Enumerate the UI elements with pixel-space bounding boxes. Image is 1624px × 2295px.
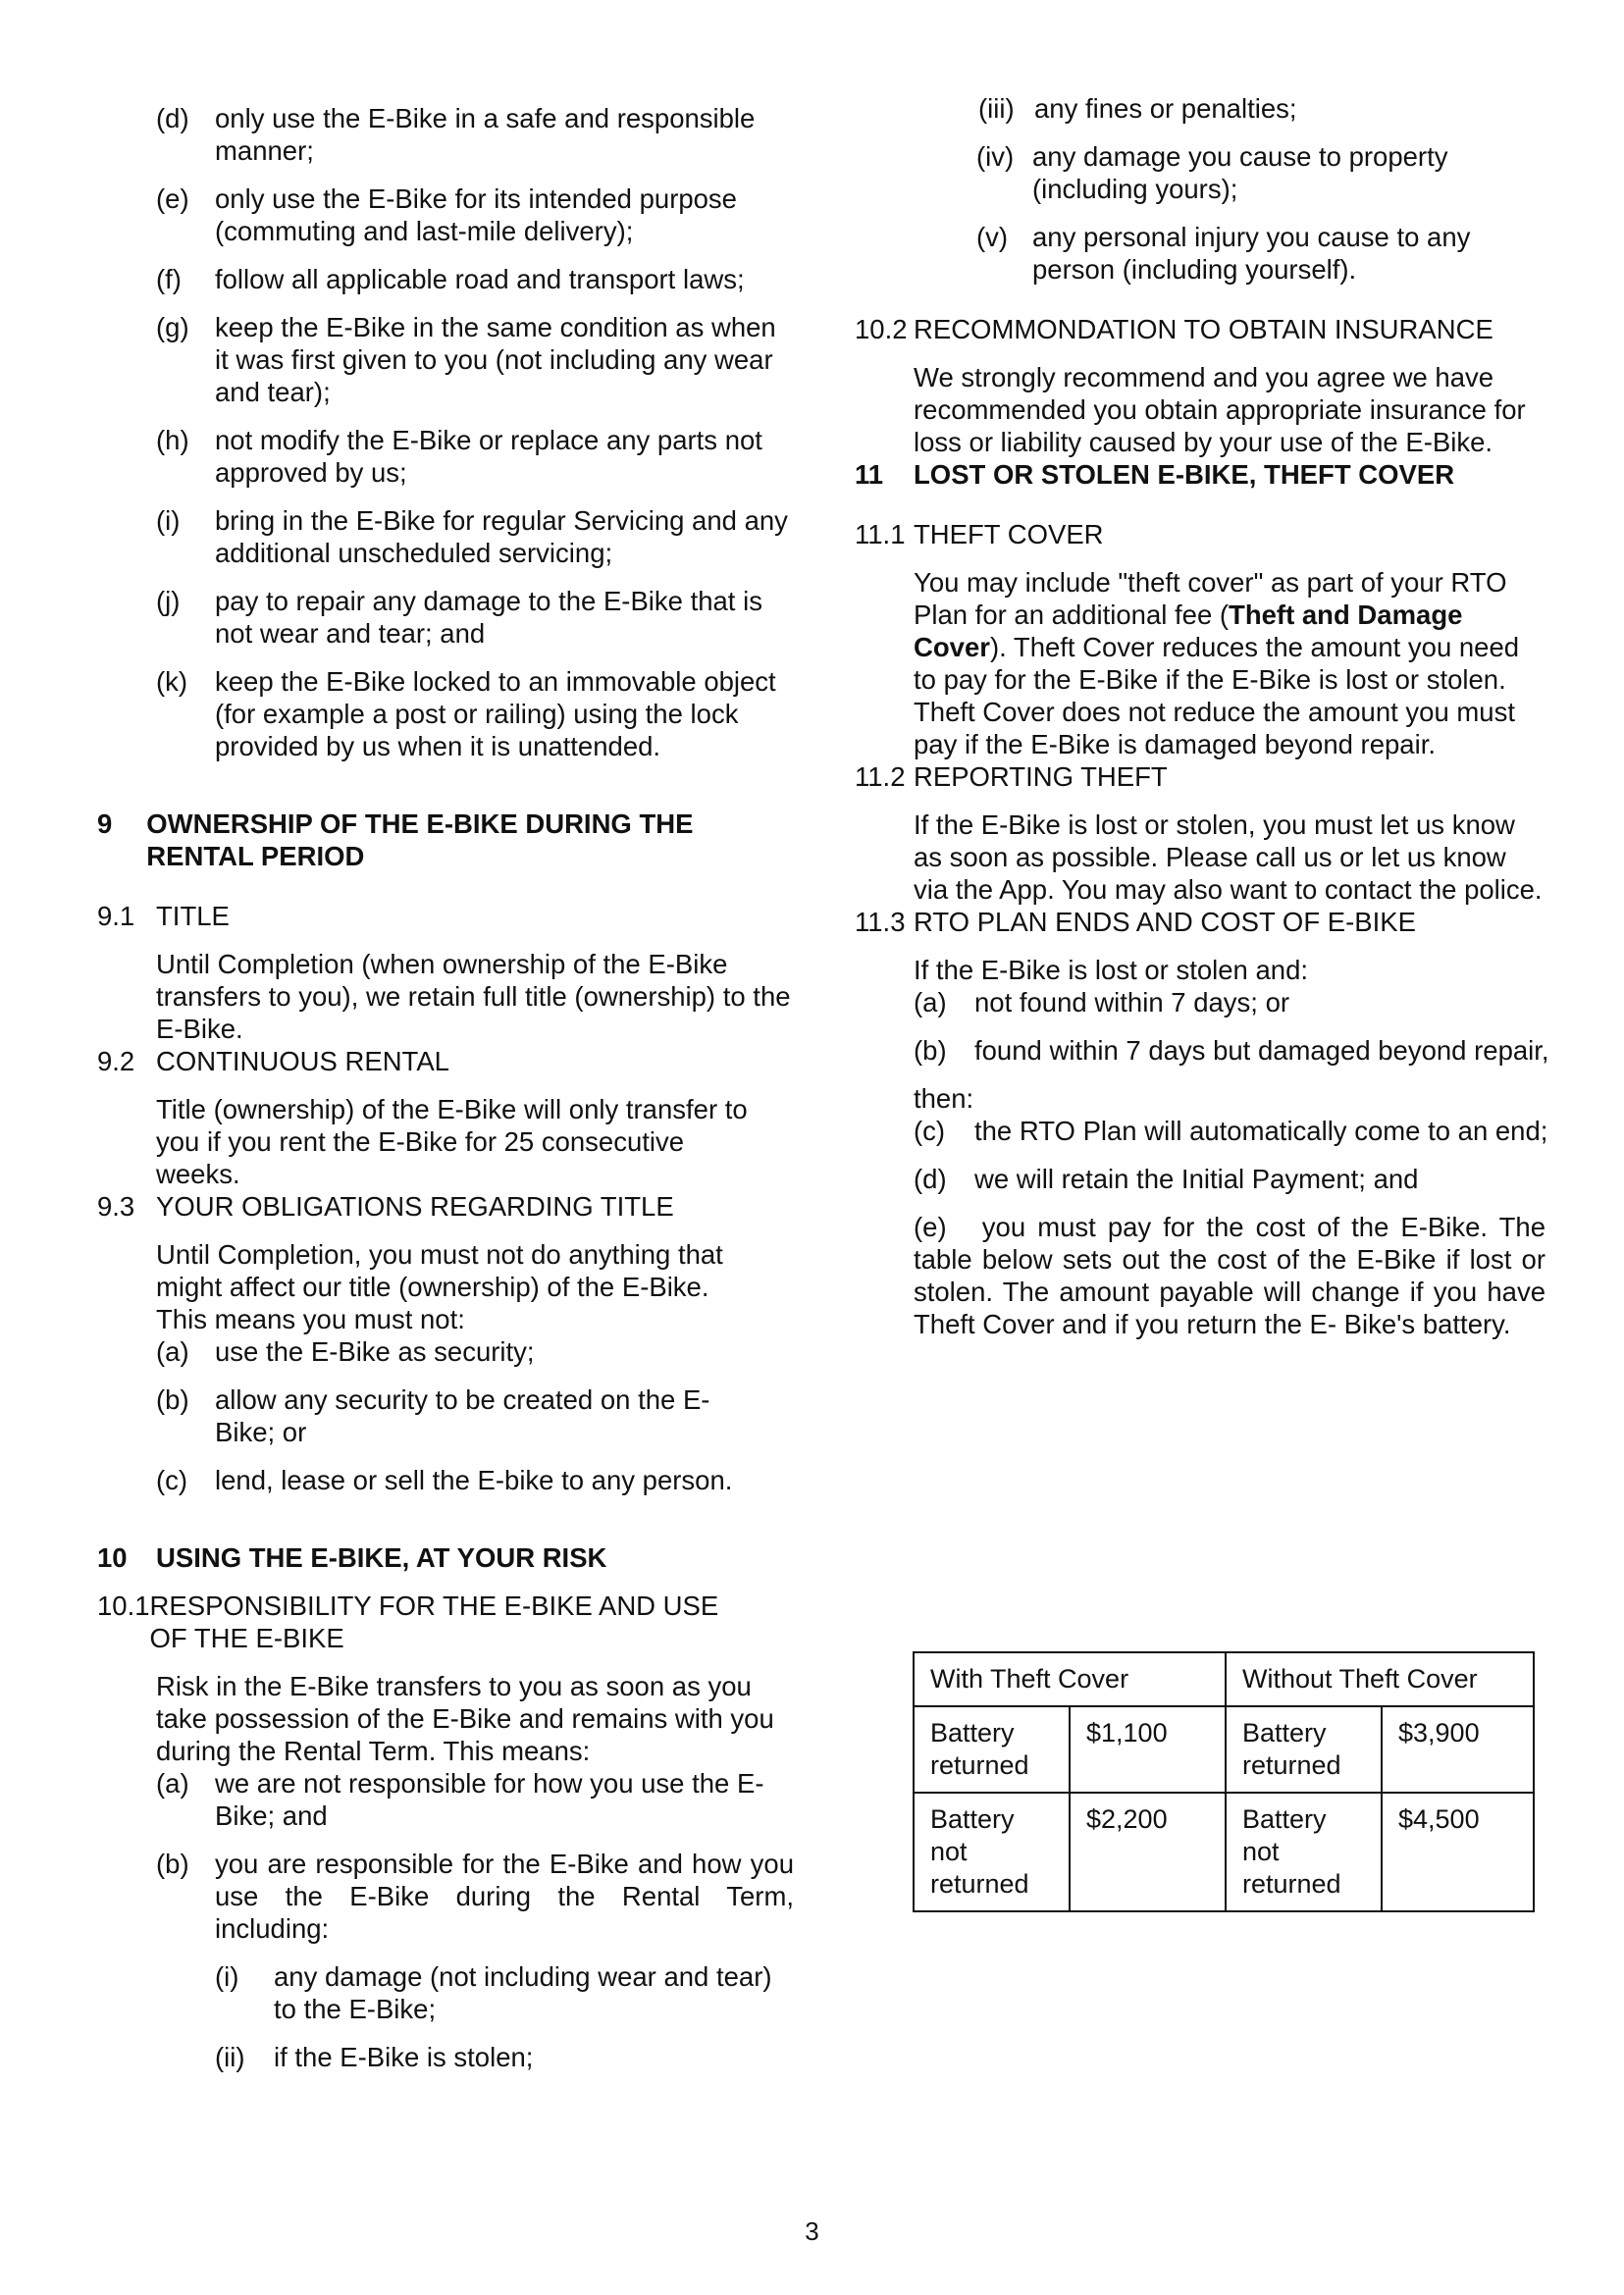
subsection-heading-11-1: 11.1 THEFT COVER — [855, 519, 1104, 549]
list-item: (b) allow any security to be created on the E-Bike; or — [156, 1384, 710, 1447]
list-11-3-c — [855, 1115, 1548, 1195]
subsection-heading-10-2: 10.2 RECOMMONDATION TO OBTAIN INSURANCE — [855, 314, 1493, 344]
table-row — [914, 1793, 1534, 1911]
table-cell: $4,500 — [1382, 1793, 1534, 1911]
cost-table — [913, 1651, 1535, 1912]
table-cell: Battery returned — [914, 1706, 1070, 1793]
subsection-heading-9-1: 9.1 TITLE — [97, 901, 230, 931]
list-item: (j) pay to repair any damage to the E-Bike that is not wear and tear; and — [156, 586, 762, 649]
table-row — [914, 1706, 1534, 1793]
list-item: (ii) if the E-Bike is stolen; — [215, 2042, 534, 2072]
section-heading-10: 10 USING THE E-BIKE, AT YOUR RISK — [97, 1542, 607, 1573]
right-column — [855, 92, 1549, 1340]
list-item: (c) lend, lease or sell the E-bike to any person. — [156, 1465, 733, 1495]
list-item: (iii) any fines or penalties; — [978, 93, 1297, 124]
paragraph-10-1: Risk in the E-Bike transfers to you as soon as you take possession of the E-Bike and remains with you during the Rental Term. This means: — [156, 1671, 774, 1766]
paragraph-11-3-e: (e) you must pay for the cost of the E-Bike. The table below sets out the cost of the E-Bike if lost or stolen. The amount payable will change if you have Theft Cover and if you return the E- Bike's battery. — [914, 1212, 1546, 1339]
left-column — [97, 102, 794, 2073]
paragraph-11-2: If the E-Bike is lost or stolen, you must let us know as soon as possible. Please call us or let us know via the App. You may also want to contact the police. — [914, 809, 1543, 905]
table-cell: $2,200 — [1070, 1793, 1226, 1911]
subsection-heading-10-1: 10.1 RESPONSIBILITY FOR THE E-BIKE AND USE OF THE E-BIKE — [97, 1591, 719, 1653]
list-item: (iv) any damage you cause to property (including yours); — [976, 141, 1448, 204]
list-item: (d) we will retain the Initial Payment; and — [914, 1164, 1419, 1194]
roman-list — [156, 1960, 794, 2073]
page-number: 3 — [805, 2217, 819, 2246]
paragraph-11-1: You may include "theft cover" as part of your RTO Plan for an additional fee (Theft and Damage Cover). Theft Cover reduces the amount you need to pay for the E-Bike if the E-Bike is lost or stolen. Theft Cover does not reduce the amount you must pay if the E-Bike is damaged beyond repair. — [914, 567, 1520, 759]
list-item: (a) not found within 7 days; or — [914, 987, 1290, 1017]
paragraph-9-3: Until Completion, you must not do anything that might affect our title (ownership) of the E-Bike. This means you must not: — [156, 1239, 723, 1334]
roman-list-continued — [855, 92, 1545, 125]
list-item: (e) only use the E-Bike for its intended purpose (commuting and last-mile delivery); — [156, 183, 737, 246]
list-item: (b) you are responsible for the E-Bike and how you use the E-Bike during the Rental Term, including: — [156, 1849, 794, 1944]
table-cell: Battery not returned — [914, 1793, 1070, 1911]
subsection-heading-9-2: 9.2 CONTINUOUS RENTAL — [97, 1046, 449, 1076]
section-heading-11: 11 LOST OR STOLEN E-BIKE, THEFT COVER — [855, 459, 1455, 490]
defined-term: Theft and Damage Cover — [914, 600, 1463, 662]
list-item: (a) use the E-Bike as security; — [156, 1336, 535, 1367]
subsection-heading-9-3: 9.3 YOUR OBLIGATIONS REGARDING TITLE — [97, 1191, 674, 1222]
list-11-3-a — [855, 986, 1549, 1067]
table-cell: Battery returned — [1226, 1706, 1382, 1793]
list-item: (v) any personal injury you cause to any person (including yourself). — [976, 222, 1471, 285]
table-cell: $1,100 — [1070, 1706, 1226, 1793]
paragraph-10-2: We strongly recommend and you agree we have recommended you obtain appropriate insurance for loss or liability caused by your use of the E-Bike. — [914, 362, 1526, 457]
list-item: (c) the RTO Plan will automatically come to an end; — [914, 1116, 1548, 1146]
list-item: (h) not modify the E-Bike or replace any parts not approved by us; — [156, 425, 762, 488]
subsection-heading-11-2: 11.2 REPORTING THEFT — [855, 761, 1168, 792]
paragraph-then: then: — [914, 1083, 974, 1114]
list-item: (g) keep the E-Bike in the same condition as when it was first given to you (not including any wear and tear); — [156, 312, 776, 407]
table-header-row — [914, 1652, 1534, 1706]
table-cell: $3,900 — [1382, 1706, 1534, 1793]
list-item: (a) we are not responsible for how you use the E-Bike; and — [156, 1768, 764, 1831]
paragraph-11-3-intro: If the E-Bike is lost or stolen and: — [914, 955, 1308, 985]
list-item: (d) only use the E-Bike in a safe and responsible manner; — [156, 103, 756, 166]
list-item: (i) bring in the E-Bike for regular Servicing and any additional unscheduled servicing; — [156, 505, 788, 568]
section-heading-9: 9 OWNERSHIP OF THE E-BIKE DURING THE RENTAL PERIOD — [97, 808, 694, 871]
list-d-to-k — [97, 102, 794, 762]
list-item: (k) keep the E-Bike locked to an immovable object (for example a post or railing) using the lock provided by us when it is unattended. — [156, 666, 776, 761]
list-item: (f) follow all applicable road and transport laws; — [156, 264, 745, 294]
list-item: (i) any damage (not including wear and tear) to the E-Bike; — [215, 1961, 772, 2024]
table-header: With Theft Cover — [914, 1652, 1226, 1706]
list-10-1 — [97, 1767, 794, 2073]
list-item: (b) found within 7 days but damaged beyond repair, — [914, 1035, 1549, 1066]
paragraph-9-2: Title (ownership) of the E-Bike will only transfer to you if you rent the E-Bike for 25 consecutive weeks. — [156, 1094, 748, 1189]
table-header: Without Theft Cover — [1226, 1652, 1534, 1706]
paragraph-9-1: Until Completion (when ownership of the E-Bike transfers to you), we retain full title (ownership) to the E-Bike. — [156, 949, 791, 1044]
roman-list-continued-2 — [855, 140, 1545, 286]
list-9-3 — [97, 1335, 794, 1496]
subsection-heading-11-3: 11.3 RTO PLAN ENDS AND COST OF E-BIKE — [855, 907, 1416, 937]
table-cell: Battery not returned — [1226, 1793, 1382, 1911]
